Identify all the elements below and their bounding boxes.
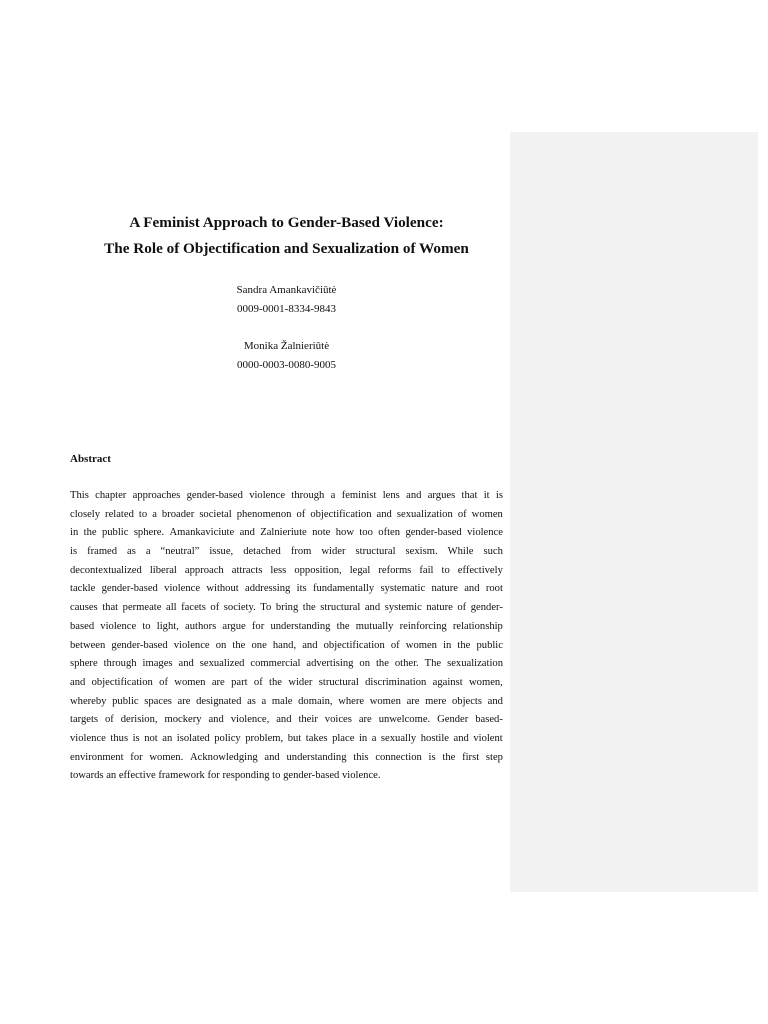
abstract-word: phenomenon (236, 508, 292, 520)
abstract-word: the (232, 639, 246, 651)
abstract-word: that (461, 490, 478, 501)
abstract-word: sexualization (447, 658, 503, 670)
abstract-word: nature (431, 583, 458, 595)
abstract-word: of (457, 508, 467, 520)
abstract-word: a (152, 508, 157, 520)
abstract-word: sphere (70, 658, 98, 670)
abstract-word: objectification (91, 676, 153, 688)
abstract-word: for (251, 620, 265, 632)
abstract-word: place (332, 732, 355, 744)
abstract-word: and (276, 714, 292, 726)
abstract-word: where (338, 695, 365, 707)
abstract-word: public (112, 695, 139, 707)
abstract-word: and (302, 639, 318, 651)
abstract-word: violence (100, 620, 137, 632)
abstract-word: in (70, 527, 79, 539)
abstract-word: against (432, 676, 463, 688)
abstract-word: While (447, 546, 474, 558)
abstract-word: the (269, 676, 282, 688)
abstract-word: objectification (310, 508, 372, 520)
abstract-word: issue, (209, 546, 234, 558)
abstract-word: women (405, 639, 437, 651)
abstract-word: closely (70, 508, 101, 520)
abstract-word: other. (394, 658, 419, 670)
abstract-word: chapter (95, 490, 127, 501)
abstract-word: its (296, 583, 307, 595)
abstract-line (70, 487, 503, 506)
abstract-word: on (359, 658, 370, 670)
abstract-line (70, 749, 503, 768)
abstract-word: Amankaviciute (169, 527, 235, 539)
abstract-word: related (105, 508, 134, 520)
abstract-line (70, 655, 503, 674)
abstract-word: and (178, 658, 194, 670)
abstract-word: as (247, 695, 256, 707)
abstract-line (70, 618, 503, 637)
abstract-line (70, 674, 503, 693)
author-orcid: 0000-0003-0080-9005 (237, 359, 336, 371)
abstract-line (70, 693, 503, 712)
abstract-heading: Abstract (70, 453, 111, 465)
abstract-word: feminist (341, 490, 377, 501)
abstract-line (70, 711, 503, 730)
abstract-word: and (364, 602, 381, 614)
abstract-word: gender- (470, 602, 503, 614)
abstract-word: of (104, 714, 114, 726)
abstract-word: framed (87, 546, 118, 558)
abstract-word: approach (184, 564, 224, 576)
abstract-word: bring (275, 602, 299, 614)
abstract-word: violence, (230, 714, 270, 726)
abstract-word: public (101, 527, 129, 539)
abstract-word: of (210, 602, 220, 614)
abstract-word: This (70, 490, 89, 501)
abstract-word: too (359, 527, 373, 539)
comment-margin-panel (510, 132, 758, 892)
abstract-word: reinforcing (399, 620, 447, 632)
abstract-word: discrimination (365, 676, 427, 688)
abstract-word: understanding (286, 751, 347, 763)
abstract-word: problem, (245, 732, 284, 744)
abstract-word: is (495, 490, 503, 501)
abstract-body (70, 487, 503, 786)
abstract-word: violent (473, 732, 503, 744)
abstract-word: this (353, 751, 369, 763)
abstract-word: argues (427, 490, 456, 501)
abstract-word: based- (475, 714, 503, 726)
abstract-word: but (287, 732, 302, 744)
abstract-word: liberal (149, 564, 177, 576)
abstract-word: the (442, 751, 456, 763)
abstract-line (70, 580, 503, 599)
abstract-word: in (358, 732, 368, 744)
abstract-word: understanding (270, 620, 331, 632)
abstract-word: argue (222, 620, 246, 632)
abstract-word: detached (243, 546, 281, 558)
abstract-word: of (457, 602, 467, 614)
abstract-word: their (298, 714, 318, 726)
abstract-word: of (159, 676, 168, 688)
abstract-word: a (261, 695, 267, 707)
abstract-word: light, (156, 620, 179, 632)
abstract-word: such (483, 546, 503, 558)
abstract-word: violence (249, 490, 286, 501)
abstract-word: and (239, 527, 255, 539)
abstract-word: for (130, 751, 143, 763)
abstract-word: and (376, 508, 392, 520)
abstract-word: mockery (164, 714, 202, 726)
abstract-word: violence (173, 639, 210, 651)
abstract-word: facets (181, 602, 206, 614)
abstract-line (70, 562, 503, 581)
abstract-line (70, 506, 503, 525)
abstract-word: through (291, 490, 325, 501)
abstract-word: women, (469, 676, 503, 688)
abstract-word: Gender (437, 714, 469, 726)
abstract-word: of (296, 508, 306, 520)
abstract-word: approaches (132, 490, 181, 501)
abstract-word: systematic (380, 583, 426, 595)
abstract-word: a (330, 490, 336, 501)
abstract-word: wider (288, 676, 313, 688)
abstract-word: male (271, 695, 293, 707)
abstract-word: from (290, 546, 312, 558)
abstract-word: of (253, 676, 263, 688)
abstract-word: step (485, 751, 503, 763)
abstract-word: lens (382, 490, 400, 501)
abstract-word: public (476, 639, 503, 651)
abstract-word: one (251, 639, 267, 651)
abstract-word: gender-based (405, 527, 462, 539)
abstract-line (70, 599, 503, 618)
abstract-word: Acknowledging (190, 751, 258, 763)
abstract-word: tackle (70, 583, 96, 595)
abstract-word: based (70, 620, 95, 632)
author-name: Monika Žalnieriūtė (243, 340, 330, 352)
abstract-word: spaces (144, 695, 172, 707)
abstract-word: a (371, 732, 377, 744)
abstract-word: to (142, 620, 151, 632)
abstract-word: wider (321, 546, 346, 558)
abstract-word: less (270, 564, 287, 576)
abstract-word: images (142, 658, 173, 670)
abstract-word: and (264, 751, 280, 763)
abstract-word: the (375, 658, 389, 670)
abstract-word: relationship (452, 620, 503, 632)
abstract-word: causes (70, 602, 98, 614)
abstract-word: the (457, 639, 471, 651)
abstract-word: an (162, 732, 173, 744)
abstract-word: advertising (306, 658, 354, 670)
abstract-word: are (211, 676, 225, 688)
abstract-word: sexism. (405, 546, 438, 558)
abstract-word: are (358, 714, 372, 726)
abstract-word: “neutral” (160, 546, 200, 558)
abstract-line: towards an effective framework for responding to gender-based violence. (70, 770, 381, 782)
abstract-word: targets (70, 714, 99, 726)
abstract-word: systemic (384, 602, 422, 614)
abstract-word: domain, (298, 695, 333, 707)
abstract-word: through (103, 658, 137, 670)
abstract-word: reforms (378, 564, 412, 576)
abstract-word: hand, (272, 639, 297, 651)
abstract-word: in (443, 639, 452, 651)
abstract-word: addressing (245, 583, 291, 595)
abstract-word: the (83, 527, 97, 539)
abstract-word: the (302, 602, 316, 614)
abstract-word: often (378, 527, 401, 539)
abstract-word: society. (223, 602, 256, 614)
abstract-word: and (453, 732, 469, 744)
abstract-word: sexually (380, 732, 417, 744)
abstract-word: sexualized (199, 658, 245, 670)
abstract-word: between (70, 639, 106, 651)
paper-title-line-2: The Role of Objectification and Sexualization of Women (104, 240, 469, 257)
abstract-word: objects (451, 695, 482, 707)
abstract-word: sexualization (396, 508, 453, 520)
abstract-word: structural (318, 676, 359, 688)
abstract-word: societal (199, 508, 232, 520)
abstract-word: objectification (323, 639, 385, 651)
abstract-word: connection (375, 751, 422, 763)
author-name: Sandra Amankavičiūtė (236, 284, 337, 296)
author-orcid: 0009-0001-8334-9843 (237, 303, 336, 315)
abstract-word: policy (214, 732, 241, 744)
abstract-word: opposition, (294, 564, 342, 576)
abstract-word: designated (196, 695, 242, 707)
abstract-word: is (132, 732, 140, 744)
abstract-word: women (369, 695, 401, 707)
abstract-word: not (144, 732, 158, 744)
abstract-word: Zalnieriute (260, 527, 307, 539)
abstract-word: and (406, 490, 422, 501)
abstract-word: fail (419, 564, 434, 576)
abstract-word: gender-based (186, 490, 243, 501)
abstract-word: gender-based (101, 583, 158, 595)
abstract-word: a (145, 546, 151, 558)
abstract-word: derision, (120, 714, 158, 726)
abstract-word: takes (305, 732, 328, 744)
abstract-word: and (487, 695, 503, 707)
abstract-word: all (166, 602, 177, 614)
abstract-word: how (335, 527, 354, 539)
abstract-word: note (312, 527, 331, 539)
abstract-word: as (127, 546, 136, 558)
abstract-word: women. (149, 751, 184, 763)
abstract-line (70, 730, 503, 749)
abstract-word: decontextualized (70, 564, 142, 576)
abstract-word: is (428, 751, 436, 763)
abstract-word: on (215, 639, 227, 651)
abstract-word: attracts (231, 564, 263, 576)
abstract-word: gender-based (111, 639, 168, 651)
abstract-word: sphere. (133, 527, 165, 539)
abstract-word: hostile (420, 732, 449, 744)
abstract-word: first (462, 751, 480, 763)
abstract-word: are (406, 695, 420, 707)
abstract-word: to (441, 564, 450, 576)
abstract-word: effectively (457, 564, 503, 576)
abstract-word: permeate (122, 602, 162, 614)
abstract-word: authors (185, 620, 217, 632)
abstract-word: fundamentally (312, 583, 375, 595)
abstract-word: environment (70, 751, 124, 763)
paper-title-line-1: A Feminist Approach to Gender-Based Violence: (129, 214, 444, 231)
abstract-line (70, 524, 503, 543)
abstract-word: women (174, 676, 206, 688)
abstract-word: structural (320, 602, 361, 614)
abstract-word: voices (324, 714, 352, 726)
abstract-word: thus (110, 732, 129, 744)
abstract-word: it (483, 490, 490, 501)
abstract-word: without (206, 583, 239, 595)
abstract-word: nature (426, 602, 453, 614)
abstract-word: To (260, 602, 272, 614)
abstract-word: women (471, 508, 503, 520)
abstract-word: legal (349, 564, 371, 576)
abstract-word: of (390, 639, 400, 651)
abstract-word: violence (164, 583, 201, 595)
abstract-word: violence (467, 527, 503, 539)
abstract-word: and (208, 714, 224, 726)
abstract-word: mutually (355, 620, 394, 632)
abstract-word: to (138, 508, 148, 520)
abstract-line (70, 543, 503, 562)
abstract-line (70, 637, 503, 656)
abstract-word: commercial (250, 658, 301, 670)
abstract-word: whereby (70, 695, 107, 707)
abstract-word: The (424, 658, 442, 670)
abstract-word: root (485, 583, 503, 595)
abstract-word: isolated (176, 732, 210, 744)
abstract-word: unwelcome. (378, 714, 431, 726)
abstract-word: violence (70, 732, 106, 744)
abstract-word: mere (425, 695, 447, 707)
abstract-word: that (102, 602, 119, 614)
abstract-word: and (464, 583, 480, 595)
abstract-word: are (177, 695, 191, 707)
abstract-word: and (70, 676, 86, 688)
abstract-word: is (70, 546, 78, 558)
abstract-word: structural (355, 546, 396, 558)
abstract-word: broader (161, 508, 195, 520)
abstract-word: part (231, 676, 248, 688)
abstract-word: the (336, 620, 350, 632)
